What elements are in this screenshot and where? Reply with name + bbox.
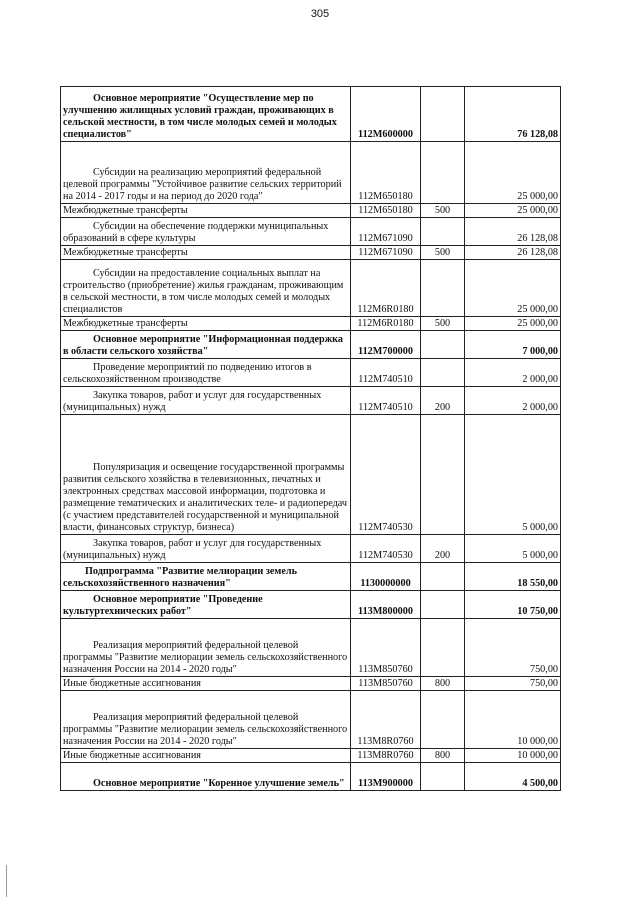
table-row: [61, 415, 561, 535]
row-code: 112М600000: [351, 87, 421, 142]
table-row: [61, 677, 561, 691]
row-sum: 76 128,08: [465, 87, 561, 142]
table-row: [61, 142, 561, 204]
row-name: Закупка товаров, работ и услуг для государственных (муниципальных) нужд: [61, 387, 351, 415]
row-sum: 25 000,00: [465, 142, 561, 204]
row-kvr: [421, 563, 465, 591]
table-row: [61, 563, 561, 591]
row-sum: 750,00: [465, 619, 561, 677]
row-code: 112М740530: [351, 415, 421, 535]
row-name: Основное мероприятие "Коренное улучшение земель": [61, 763, 351, 791]
row-kvr: [421, 359, 465, 387]
row-kvr: [421, 218, 465, 246]
row-name: Субсидии на обеспечение поддержки муниципальных образований в сфере культуры: [61, 218, 351, 246]
table-row: [61, 749, 561, 763]
row-sum: 26 128,08: [465, 218, 561, 246]
row-kvr: 500: [421, 204, 465, 218]
row-name: Субсидии на реализацию мероприятий федеральной целевой программы "Устойчивое развитие сельских территорий на 2014 - 2017 годы и на период до 2020 года": [61, 142, 351, 204]
row-sum: 5 000,00: [465, 415, 561, 535]
table-row: [61, 218, 561, 246]
row-name: Иные бюджетные ассигнования: [61, 677, 351, 691]
row-code: 1130000000: [351, 563, 421, 591]
row-name: Основное мероприятие "Проведение культуртехнических работ": [61, 591, 351, 619]
row-kvr: 500: [421, 246, 465, 260]
table-row: [61, 246, 561, 260]
row-sum: 5 000,00: [465, 535, 561, 563]
row-name: Основное мероприятие "Осуществление мер по улучшению жилищных условий граждан, проживающих в сельской местности, в том числе молодых семей и молодых специалистов": [61, 87, 351, 142]
row-code: 112М740510: [351, 359, 421, 387]
row-kvr: [421, 691, 465, 749]
row-name: Основное мероприятие "Информационная поддержка в области сельского хозяйства": [61, 331, 351, 359]
row-kvr: [421, 87, 465, 142]
row-sum: 2 000,00: [465, 359, 561, 387]
row-code: 112М6R0180: [351, 317, 421, 331]
row-name: Популяризация и освещение государственной программы развития сельского хозяйства в телевизионных, печатных и электронных средствах массовой информации, подготовка и размещение тематических и аналитических теле- и радиопередач (с участием представителей государственной и муниципальной власти, финансовых структур, бизнеса): [61, 415, 351, 535]
row-sum: 25 000,00: [465, 260, 561, 317]
row-sum: 750,00: [465, 677, 561, 691]
row-code: 112М650180: [351, 142, 421, 204]
table-row: [61, 619, 561, 677]
row-name: Межбюджетные трансферты: [61, 204, 351, 218]
row-kvr: [421, 591, 465, 619]
table-row: [61, 591, 561, 619]
table-row: [61, 763, 561, 791]
row-kvr: [421, 331, 465, 359]
row-name: Иные бюджетные ассигнования: [61, 749, 351, 763]
row-code: 113М850760: [351, 619, 421, 677]
table-row: [61, 87, 561, 142]
row-sum: 4 500,00: [465, 763, 561, 791]
table-row: [61, 691, 561, 749]
row-kvr: [421, 415, 465, 535]
row-code: 112М671090: [351, 218, 421, 246]
row-kvr: 800: [421, 749, 465, 763]
budget-table: [60, 86, 561, 791]
table-row: [61, 359, 561, 387]
row-code: 112М6R0180: [351, 260, 421, 317]
row-kvr: 200: [421, 387, 465, 415]
row-sum: 18 550,00: [465, 563, 561, 591]
row-name: Проведение мероприятий по подведению итогов в сельскохозяйственном производстве: [61, 359, 351, 387]
row-name: Межбюджетные трансферты: [61, 246, 351, 260]
row-code: 112М740510: [351, 387, 421, 415]
row-sum: 2 000,00: [465, 387, 561, 415]
scan-edge-line: [6, 865, 7, 897]
row-sum: 10 000,00: [465, 749, 561, 763]
row-name: Закупка товаров, работ и услуг для государственных (муниципальных) нужд: [61, 535, 351, 563]
table-row: [61, 204, 561, 218]
row-sum: 26 128,08: [465, 246, 561, 260]
row-code: 113М800000: [351, 591, 421, 619]
row-code: 113М8R0760: [351, 691, 421, 749]
row-name: Подпрограмма "Развитие мелиорации земель сельскохозяйственного назначения": [61, 563, 351, 591]
row-kvr: [421, 763, 465, 791]
page-number: 305: [310, 8, 330, 20]
table-row: [61, 535, 561, 563]
row-name: Реализация мероприятий федеральной целевой программы "Развитие мелиорации земель сельскохозяйственного назначения России на 2014 - 2020 годы": [61, 691, 351, 749]
row-sum: 10 000,00: [465, 691, 561, 749]
row-code: 112М700000: [351, 331, 421, 359]
row-code: 112М650180: [351, 204, 421, 218]
row-code: 112М671090: [351, 246, 421, 260]
table-row: [61, 260, 561, 317]
row-kvr: [421, 142, 465, 204]
row-name: Субсидии на предоставление социальных выплат на строительство (приобретение) жилья гражданам, проживающим в сельской местности, в том числе молодых семей и молодых специалистов: [61, 260, 351, 317]
row-code: 113М8R0760: [351, 749, 421, 763]
row-name: Межбюджетные трансферты: [61, 317, 351, 331]
row-sum: 10 750,00: [465, 591, 561, 619]
row-kvr: 500: [421, 317, 465, 331]
table-row: [61, 387, 561, 415]
row-kvr: 200: [421, 535, 465, 563]
table-row: [61, 317, 561, 331]
row-sum: 25 000,00: [465, 204, 561, 218]
row-code: 112М740530: [351, 535, 421, 563]
row-code: 113М850760: [351, 677, 421, 691]
row-sum: 7 000,00: [465, 331, 561, 359]
row-kvr: [421, 260, 465, 317]
row-code: 113М900000: [351, 763, 421, 791]
row-sum: 25 000,00: [465, 317, 561, 331]
row-kvr: [421, 619, 465, 677]
table-row: [61, 331, 561, 359]
row-kvr: 800: [421, 677, 465, 691]
row-name: Реализация мероприятий федеральной целевой программы "Развитие мелиорации земель сельскохозяйственного назначения России на 2014 - 2020 годы": [61, 619, 351, 677]
